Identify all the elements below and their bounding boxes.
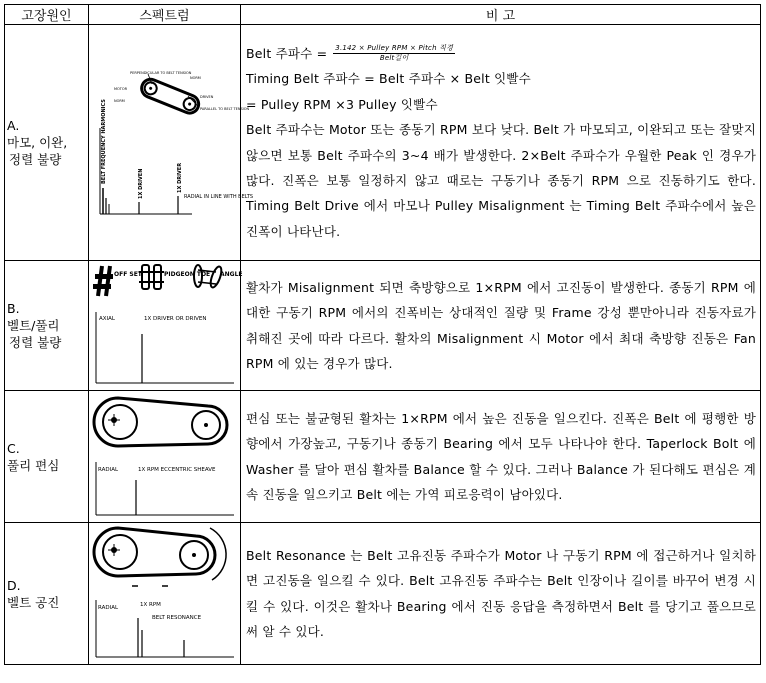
header-cause: 고장원인 <box>5 5 89 25</box>
header-spectrum: 스펙트럼 <box>89 5 241 25</box>
cause-c <box>5 391 89 523</box>
remarks-b-body: 활차가 Misalignment 되면 축방향으로 1×RPM 에서 고진동이 발생한다. 종동기 RPM 에 대한 구동기 RPM 에서의 진폭비는 상대적인 질량 및 Frame 강성 뿐만아니라 진동자료가 취해진 곳에 따라 다르다. 활차의 Misalignment 시 Motor 에서 최대 축방향 진동은 Fan RPM 에 있는 경우가 많다. <box>246 279 756 371</box>
remarks-c <box>241 391 761 523</box>
cause-c-letter: C. <box>7 440 20 456</box>
fig-a-label-driven: DRIVEN <box>199 94 213 99</box>
spectrum-c <box>89 391 241 523</box>
resonance-belt-drawing <box>94 528 226 586</box>
pidgeon-toe-drawing <box>139 265 164 289</box>
belt-drive-drawing <box>138 76 200 115</box>
fig-d-spec-radial: RADIAL <box>97 604 118 611</box>
cause-c-line1: 풀리 편심 <box>7 457 60 473</box>
row-a <box>5 25 761 261</box>
eccentric-belt-drawing <box>94 398 227 446</box>
cause-d-line1: 벨트 공진 <box>7 594 60 610</box>
cause-d <box>5 523 89 665</box>
fig-a-label-perp: PERPENDICULAR TO BELT TENSION <box>129 70 191 75</box>
remarks-c-body: 편심 또는 불균형된 활차는 1×RPM 에서 높은 진동을 일으킨다. 진폭은 Belt 에 평행한 방향에서 가장높고, 구동기나 종동기 Bearing 에서 모두 나타나야 한다. Taperlock Bolt 에 Washer 를 달아 편심 활차를 Balance 할 수 있다. 그러나 Balance 가 된다해도 편심은 계속 진동을 일으키고 Belt 에는 가역 피로응력이 남아있다. <box>246 410 756 502</box>
spectrum-d <box>89 523 241 665</box>
remarks-a <box>241 25 761 261</box>
fig-a-spec-harmonics: BELT FREQUENCY HARMONICS <box>100 98 107 184</box>
cause-a-line2: 정렬 불량 <box>9 152 62 167</box>
remarks-a-timing: Timing Belt 주파수 = Belt 주파수 × Belt 잇빨수 <box>246 71 531 87</box>
formula-a-label: Belt 주파수 = <box>246 45 328 61</box>
fig-a-label-norm2: NORM <box>113 98 125 103</box>
fig-b-spec-peak: 1X DRIVER OR DRIVEN <box>143 315 206 322</box>
fig-d-spec-resonance: BELT RESONANCE <box>151 614 201 621</box>
formula-a-fraction <box>333 44 455 63</box>
fig-a-spec-radial: RADIAL IN LINE WITH BELTS <box>183 193 253 200</box>
belt-wear-figure <box>92 66 253 216</box>
belt-misalignment-figure <box>92 262 243 386</box>
cause-a-line1: 마모, 이완, <box>7 135 68 150</box>
fig-a-label-motor: MOTOR <box>113 86 127 91</box>
spectrum-b <box>89 261 241 391</box>
cause-b-line2: 정렬 불량 <box>9 335 62 350</box>
fig-b-label-pidgeon: PIDGEON TOE <box>163 270 210 278</box>
offset-drawing <box>93 266 113 296</box>
row-d <box>5 523 761 665</box>
row-b <box>5 261 761 391</box>
remarks-d <box>241 523 761 665</box>
fig-b-label-offset: OFF SET <box>113 270 142 278</box>
formula-a-denominator: Belt길이 <box>379 54 409 63</box>
remarks-a-pulley: = Pulley RPM ×3 Pulley 잇빨수 <box>246 96 438 112</box>
fig-c-spec-radial: RADIAL <box>97 466 118 473</box>
header-row <box>5 5 761 25</box>
row-c <box>5 391 761 523</box>
header-remarks: 비 고 <box>241 5 761 25</box>
fig-c-spec-peak: 1X RPM ECCENTRIC SHEAVE <box>137 466 216 473</box>
cause-b-letter: B. <box>7 301 20 316</box>
remarks-b <box>241 261 761 391</box>
cause-a <box>5 25 89 261</box>
fig-b-spec-axial: AXIAL <box>98 315 115 322</box>
cause-d-letter: D. <box>7 577 21 593</box>
fig-a-label-parallel: PARALLEL TO BELT TENSION <box>199 106 249 111</box>
fig-a-spec-driven: 1X DRIVEN <box>137 168 144 199</box>
belt-fault-table <box>4 4 761 665</box>
fig-a-label-norm1: NORM <box>189 75 201 80</box>
eccentric-sheave-figure <box>92 392 238 518</box>
fig-d-spec-1x: 1X RPM <box>139 601 161 608</box>
fig-b-label-angle: ANGLE <box>219 270 243 278</box>
remarks-d-body: Belt Resonance 는 Belt 고유진동 주파수가 Motor 나 구동기 RPM 에 접근하거나 일치하면 고진동을 일으킬 수 있다. Belt 고유진동 주파수는 Belt 인장이나 길이를 바꾸어 변경 시킬 수 있다. 이것은 활차나 Bearing 에서 진동 응답을 측정하면서 Belt 를 당기고 풀으므로써 알 수 있다. <box>246 547 756 639</box>
formula-a-numerator: 3.142 × Pulley RPM × Pitch 직경 <box>335 44 454 53</box>
belt-frequency-formula <box>246 41 756 66</box>
cause-b-line1: 벨트/풀리 <box>7 318 60 333</box>
cause-a-letter: A. <box>7 118 20 133</box>
spectrum-a <box>89 25 253 261</box>
fig-a-spec-driver: 1X DRIVER <box>176 162 183 193</box>
remarks-a-body: Belt 주파수는 Motor 또는 종동기 RPM 보다 낮다. Belt 가 마모되고, 이완되고 또는 잘맞지 않으면 보통 Belt 주파수의 3~4 배가 발생한다. 2×Belt 주파수가 우월한 Peak 인 경우가 많다. 진폭은 보통 일정하지 않고 때로는 구동기나 종동기 RPM 으로 진동하기도 한다. Timing Belt Drive 에서 마모나 Pulley Misalignment 는 Timing Belt 주파수에서 높은 진폭이 나타난다. <box>246 122 756 239</box>
belt-resonance-figure <box>92 524 238 660</box>
cause-b <box>5 261 89 391</box>
